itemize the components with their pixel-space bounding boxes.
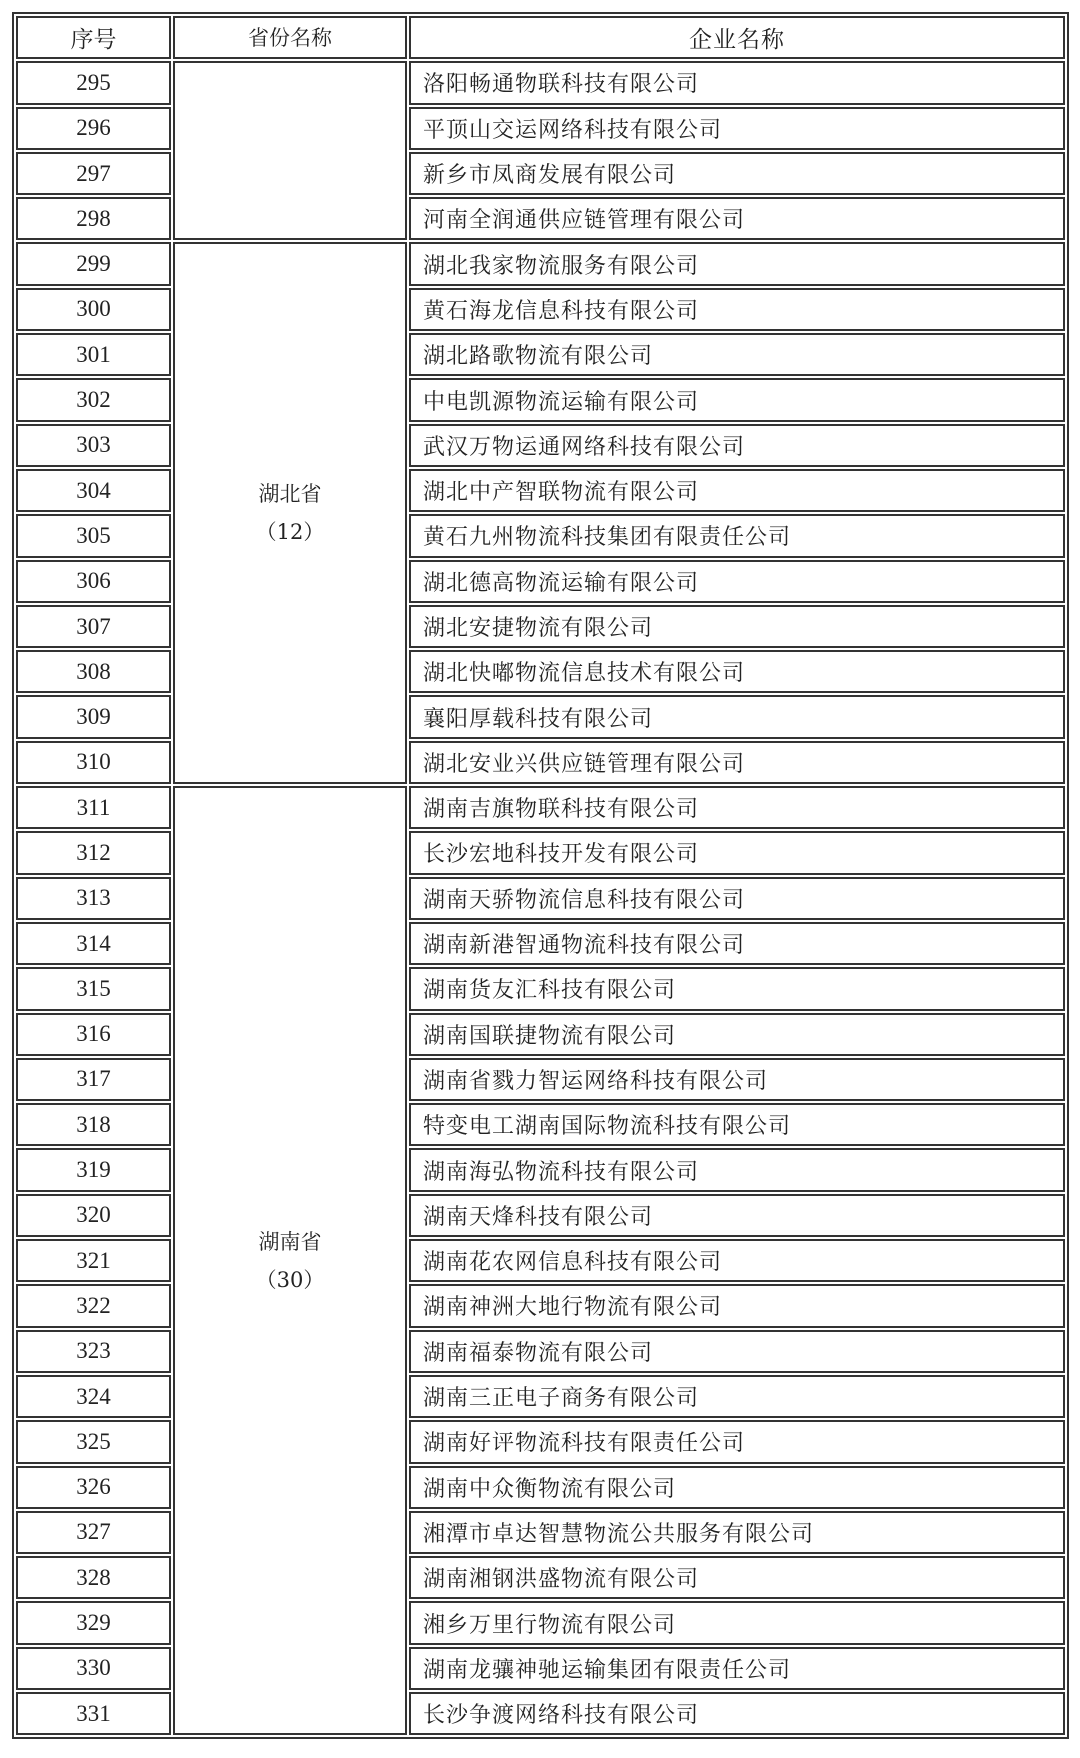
company-name: 湖北安业兴供应链管理有限公司 bbox=[409, 741, 1065, 784]
company-name: 黄石海龙信息科技有限公司 bbox=[409, 288, 1065, 331]
company-name: 湖南花农网信息科技有限公司 bbox=[409, 1239, 1065, 1282]
row-index: 311 bbox=[16, 786, 171, 829]
province-name: 湖北省 bbox=[258, 482, 322, 507]
row-index: 324 bbox=[16, 1375, 171, 1418]
row-index: 326 bbox=[16, 1466, 171, 1509]
table-row bbox=[16, 242, 1065, 285]
company-name: 湖北安捷物流有限公司 bbox=[409, 605, 1065, 648]
company-name: 湖北我家物流服务有限公司 bbox=[409, 242, 1065, 285]
company-name: 新乡市凤商发展有限公司 bbox=[409, 152, 1065, 195]
row-index: 297 bbox=[16, 152, 171, 195]
company-name: 湖南天烽科技有限公司 bbox=[409, 1194, 1065, 1237]
company-name: 武汉万物运通网络科技有限公司 bbox=[409, 424, 1065, 467]
row-index: 306 bbox=[16, 560, 171, 603]
company-name: 平顶山交运网络科技有限公司 bbox=[409, 107, 1065, 150]
company-name: 湖北路歌物流有限公司 bbox=[409, 333, 1065, 376]
row-index: 323 bbox=[16, 1330, 171, 1373]
company-name: 长沙宏地科技开发有限公司 bbox=[409, 831, 1065, 874]
company-name: 湖南龙骧神驰运输集团有限责任公司 bbox=[409, 1647, 1065, 1690]
table-row bbox=[16, 786, 1065, 829]
row-index: 313 bbox=[16, 877, 171, 920]
company-name: 湖南吉旗物联科技有限公司 bbox=[409, 786, 1065, 829]
company-name: 湖南新港智通物流科技有限公司 bbox=[409, 922, 1065, 965]
company-name: 湖北德高物流运输有限公司 bbox=[409, 560, 1065, 603]
row-index: 319 bbox=[16, 1148, 171, 1191]
company-name: 湖北中产智联物流有限公司 bbox=[409, 469, 1065, 512]
province-name: 湖南省 bbox=[258, 1229, 322, 1254]
enterprise-list-table bbox=[12, 12, 1069, 1739]
company-name: 湖南神洲大地行物流有限公司 bbox=[409, 1284, 1065, 1327]
company-name: 湖北快嘟物流信息技术有限公司 bbox=[409, 650, 1065, 693]
row-index: 310 bbox=[16, 741, 171, 784]
company-name: 洛阳畅通物联科技有限公司 bbox=[409, 61, 1065, 104]
province-cell bbox=[173, 61, 407, 240]
row-index: 316 bbox=[16, 1013, 171, 1056]
company-name: 河南全润通供应链管理有限公司 bbox=[409, 197, 1065, 240]
company-name: 湘乡万里行物流有限公司 bbox=[409, 1601, 1065, 1644]
row-index: 303 bbox=[16, 424, 171, 467]
row-index: 302 bbox=[16, 378, 171, 421]
row-index: 312 bbox=[16, 831, 171, 874]
company-name: 湖南三正电子商务有限公司 bbox=[409, 1375, 1065, 1418]
company-name: 湖南福泰物流有限公司 bbox=[409, 1330, 1065, 1373]
row-index: 308 bbox=[16, 650, 171, 693]
row-index: 331 bbox=[16, 1692, 171, 1735]
company-name: 黄石九州物流科技集团有限责任公司 bbox=[409, 514, 1065, 557]
header-index: 序号 bbox=[16, 16, 171, 59]
row-index: 299 bbox=[16, 242, 171, 285]
row-index: 305 bbox=[16, 514, 171, 557]
company-name: 特变电工湖南国际物流科技有限公司 bbox=[409, 1103, 1065, 1146]
province-count: （30） bbox=[255, 1267, 325, 1292]
header-province: 省份名称 bbox=[173, 16, 407, 59]
company-name: 湖南好评物流科技有限责任公司 bbox=[409, 1420, 1065, 1463]
row-index: 296 bbox=[16, 107, 171, 150]
row-index: 317 bbox=[16, 1058, 171, 1101]
row-index: 327 bbox=[16, 1511, 171, 1554]
row-index: 328 bbox=[16, 1556, 171, 1599]
row-index: 314 bbox=[16, 922, 171, 965]
row-index: 300 bbox=[16, 288, 171, 331]
row-index: 307 bbox=[16, 605, 171, 648]
header-company: 企业名称 bbox=[409, 16, 1065, 59]
row-index: 321 bbox=[16, 1239, 171, 1282]
row-index: 295 bbox=[16, 61, 171, 104]
row-index: 309 bbox=[16, 695, 171, 738]
table-row bbox=[16, 61, 1065, 104]
row-index: 318 bbox=[16, 1103, 171, 1146]
row-index: 315 bbox=[16, 967, 171, 1010]
company-name: 湘潭市卓达智慧物流公共服务有限公司 bbox=[409, 1511, 1065, 1554]
company-name: 湖南货友汇科技有限公司 bbox=[409, 967, 1065, 1010]
row-index: 304 bbox=[16, 469, 171, 512]
header-row bbox=[16, 16, 1065, 59]
company-name: 襄阳厚载科技有限公司 bbox=[409, 695, 1065, 738]
company-name: 长沙争渡网络科技有限公司 bbox=[409, 1692, 1065, 1735]
row-index: 329 bbox=[16, 1601, 171, 1644]
company-name: 湖南国联捷物流有限公司 bbox=[409, 1013, 1065, 1056]
company-name: 湖南海弘物流科技有限公司 bbox=[409, 1148, 1065, 1191]
row-index: 322 bbox=[16, 1284, 171, 1327]
province-cell bbox=[173, 242, 407, 784]
company-name: 湖南中众衡物流有限公司 bbox=[409, 1466, 1065, 1509]
company-name: 中电凯源物流运输有限公司 bbox=[409, 378, 1065, 421]
company-name: 湖南省戮力智运网络科技有限公司 bbox=[409, 1058, 1065, 1101]
row-index: 320 bbox=[16, 1194, 171, 1237]
row-index: 301 bbox=[16, 333, 171, 376]
company-name: 湖南天骄物流信息科技有限公司 bbox=[409, 877, 1065, 920]
province-cell bbox=[173, 786, 407, 1735]
row-index: 325 bbox=[16, 1420, 171, 1463]
row-index: 298 bbox=[16, 197, 171, 240]
company-name: 湖南湘钢洪盛物流有限公司 bbox=[409, 1556, 1065, 1599]
row-index: 330 bbox=[16, 1647, 171, 1690]
province-count: （12） bbox=[255, 520, 325, 545]
